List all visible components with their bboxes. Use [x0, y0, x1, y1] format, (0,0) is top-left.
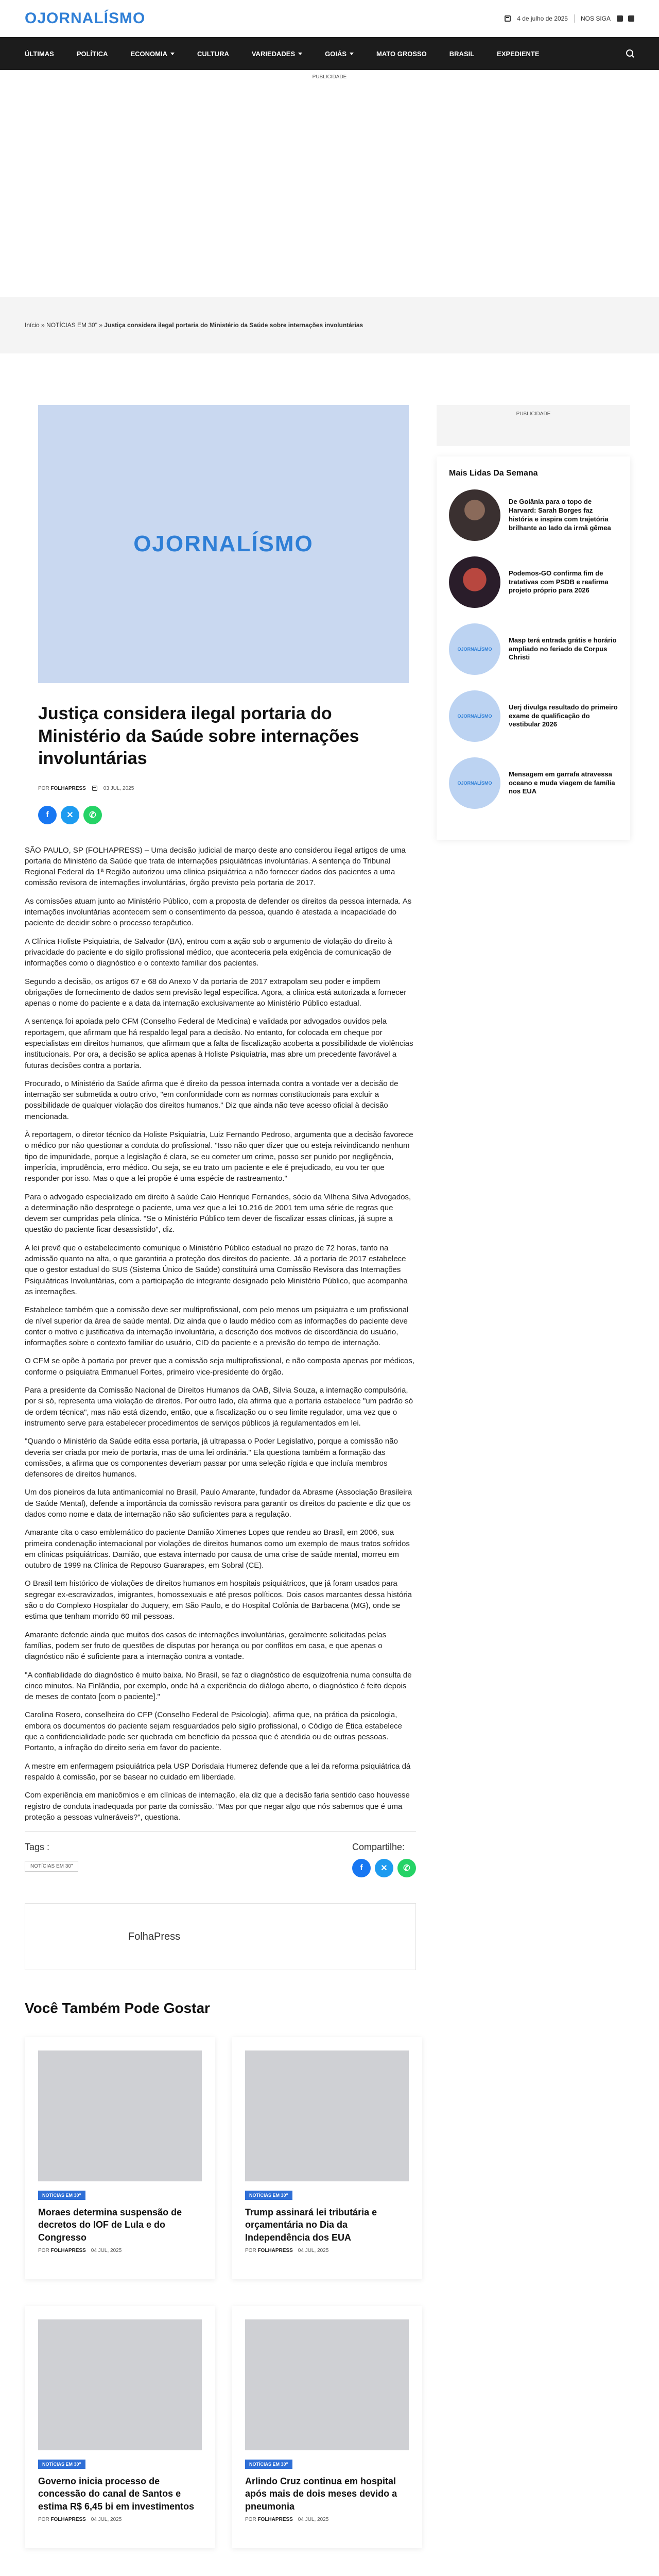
- main-content: [0, 405, 659, 2548]
- article-paragraph: Procurado, o Ministério da Saúde afirma que é direito da pessoa internada contra a vontade ver a decisão de internação ser submetida a outro crivo, "em conformidade com as normas constitucionais para excluir a possibilidade de qualquer violação dos direitos humanos." Diz que ainda não teve acesso oficial à decisão mencionada.: [25, 1079, 398, 1121]
- ad-label: PUBLICIDADE: [312, 74, 347, 80]
- whatsapp-share-button[interactable]: ✆: [83, 806, 102, 824]
- nav-item-label: GOIÁS: [325, 49, 347, 58]
- article-paragraph: Um dos pioneiros da luta antimanicomial no Brasil, Paulo Amarante, fundador da Abrasme (Associação Brasileira de Saúde Mental), defende a importância da comissão revisora para garantir os direitos do paciente e diz que os dados como nome e data de internação não são suficientes para a regulação.: [25, 1488, 412, 1519]
- nav-item-label: EXPEDIENTE: [497, 49, 540, 58]
- card-meta: [38, 2248, 202, 2253]
- article-paragraph: O Brasil tem histórico de violações de direitos humanos em hospitais psiquiátricos, que já foram usados para segregar ex-escravizados, imigrantes, homossexuais e até presos políticos. Dois casos marcantes dessa história são o do Complexo Hospitalar do Juquery, em São Paulo, e do Hospital Colônia de Barbacena (MG), onde se estima que tenham morrido 60 mil pessoas.: [25, 1579, 412, 1621]
- nav-item-label: CULTURA: [197, 49, 229, 58]
- article-paragraph: Amarante cita o caso emblemático do paciente Damião Ximenes Lopes que rendeu ao Brasil, em 2006, sua primeira condenação internacional por violações de direitos humanos como um exemplo de maus tratos sofridos em clínicas psiquiátricas. Damião, que estava internado por causa de uma crise de saúde mental, morreu em outubro de 1999 na Clínica de Repouso Guararapes, em Sobral (CE).: [25, 1528, 410, 1570]
- most-read-thumbnail[interactable]: OJORNALÍSMO: [449, 757, 500, 809]
- calendar-icon: [92, 786, 97, 791]
- whatsapp-share-button[interactable]: ✆: [397, 1859, 416, 1877]
- tags-share-row: [25, 1842, 416, 1877]
- card-image[interactable]: [38, 2319, 202, 2450]
- card-title[interactable]: Trump assinará lei tributária e orçamentária no Dia da Independência dos EUA: [245, 2207, 377, 2243]
- article-column: [25, 405, 416, 2548]
- card-author-line: [38, 2248, 86, 2253]
- card-meta: [245, 2517, 409, 2522]
- chevron-down-icon: [170, 53, 175, 55]
- related-title: Você Também Pode Gostar: [25, 2000, 210, 2016]
- card-tag[interactable]: NOTÍCIAS EM 30": [245, 2191, 292, 2200]
- nav-item[interactable]: [497, 50, 548, 58]
- nav-item[interactable]: [449, 50, 483, 58]
- card-author[interactable]: FOLHAPRESS: [257, 2517, 293, 2522]
- article-paragraph: O CFM se opõe à portaria por prever que a comissão seja multiprofissional, e não composta apenas por médicos, conforme o psiquiatra Emmanuel Fortes, primeiro vice-presidente do órgão.: [25, 1357, 415, 1377]
- nav-item[interactable]: [252, 50, 311, 58]
- instagram-icon[interactable]: [628, 15, 634, 22]
- follow-label: NOS SIGA: [580, 15, 611, 22]
- share-buttons-bottom: [352, 1859, 416, 1877]
- separator: [574, 14, 575, 23]
- main-nav: [0, 37, 659, 70]
- card-date: 04 JUL, 2025: [91, 2517, 122, 2522]
- social-icons: [617, 15, 634, 22]
- card-tag[interactable]: NOTÍCIAS EM 30": [38, 2460, 85, 2469]
- article-paragraph: Amarante defende ainda que muitos dos casos de internações involuntárias, geralmente solicitadas pelas famílias, podem ser fruto de questões de disputas por herança ou por conflitos em casa, e que apenas o diagnóstico não é suficiente para a internação contra a vontade.: [25, 1630, 387, 1662]
- top-right: [505, 14, 634, 23]
- card-date: 04 JUL, 2025: [298, 2248, 329, 2253]
- most-read-item[interactable]: [449, 690, 618, 742]
- site-logo[interactable]: OJORNALÍSMO: [25, 10, 146, 27]
- card-author-line: [38, 2517, 86, 2522]
- related-card[interactable]: [25, 2306, 215, 2548]
- most-read-title-link[interactable]: Mensagem em garrafa atravessa oceano e muda viagem de família nos EUA: [509, 770, 615, 795]
- most-read-thumbnail[interactable]: [449, 556, 500, 608]
- article-paragraph: Carolina Rosero, conselheira do CFP (Conselho Federal de Psicologia), afirma que, na prática da psicologia, embora os documentos do paciente sejam resguardados pelo sigilo profissional, o Código de Ética estabelece que a confidencialidade pode ser quebrada em benefício da pessoa que é atendida ou de outras pessoas. Portanto, a infração do direito seria em favor do paciente.: [25, 1710, 402, 1753]
- calendar-icon: [505, 15, 511, 22]
- article-paragraph: SÃO PAULO, SP (FOLHAPRESS) – Uma decisão judicial de março deste ano considerou ilegal artigos de uma portaria do Ministério da Saúde que trata de internações psiquiátricas involuntárias. A sentença do Tribunal Regional Federal da 1ª Região autorizou uma clínica psiquiátrica a não fornecer dados dos pacientes a uma comissão revisora de internações involuntárias, órgão previsto pela portaria de 2017.: [25, 845, 406, 888]
- hero-logo: OJORNALÍSMO: [133, 531, 314, 556]
- most-read-item[interactable]: [449, 556, 618, 608]
- card-author[interactable]: FOLHAPRESS: [50, 2517, 86, 2522]
- card-title[interactable]: Governo inicia processo de concessão do canal de Santos e estima R$ 6,45 bi em investimentos: [38, 2476, 195, 2512]
- most-read-title: Mais Lidas Da Semana: [449, 469, 538, 478]
- top-bar: [0, 0, 659, 37]
- article-paragraph: A Clínica Holiste Psiquiatria, de Salvador (BA), entrou com a ação sob o argumento de violação do direito à privacidade do paciente e do sigilo profissional médico, que aconteceria pela exigência de comunicação de informações como o diagnóstico e o contexto familiar dos pacientes.: [25, 937, 392, 968]
- breadcrumb-separator: »: [41, 321, 47, 329]
- search-icon[interactable]: [626, 49, 634, 58]
- card-author[interactable]: FOLHAPRESS: [257, 2248, 293, 2253]
- nav-item-label: ECONOMIA: [130, 49, 167, 58]
- tags-section: [25, 1842, 78, 1872]
- divider: [25, 1831, 416, 1832]
- author-box: [25, 1903, 416, 1970]
- card-tag[interactable]: NOTÍCIAS EM 30": [38, 2191, 85, 2200]
- nav-item-label: MATO GROSSO: [376, 49, 427, 58]
- most-read-title-link[interactable]: Uerj divulga resultado do primeiro exame de qualificação do vestibular 2026: [509, 703, 618, 728]
- card-meta: [38, 2517, 202, 2522]
- article-body: [25, 845, 416, 1823]
- facebook-share-button[interactable]: f: [38, 806, 57, 824]
- sidebar: [437, 405, 630, 2548]
- most-read-list: [449, 489, 618, 809]
- ad-banner: [0, 70, 659, 297]
- article-paragraph: As comissões atuam junto ao Ministério Público, com a proposta de defender os direitos da pessoa internada. As internações involuntárias acontecem sem o consentimento da pessoa, quando é atestada a incapacidade do paciente de decidir sobre o processo terapêutico.: [25, 896, 412, 928]
- most-read-item[interactable]: [449, 489, 618, 541]
- card-author-line: [245, 2248, 293, 2253]
- card-author[interactable]: FOLHAPRESS: [50, 2248, 86, 2253]
- article-paragraph: Estabelece também que a comissão deve ser multiprofissional, com pelo menos um psiquiatra e um profissional de nível superior da área de saúde mental. Diz ainda que o laudo médico com as informações do paciente deve conter o motivo e justificativa da internação involuntária, a descrição dos motivos de discordância do usuário, informações sobre o contexto familiar do usuário, CID do paciente e a previsão do tempo de internação.: [25, 1306, 409, 1348]
- card-title[interactable]: Moraes determina suspensão de decretos do IOF de Lula e do Congresso: [38, 2207, 182, 2243]
- card-author-line: [245, 2517, 293, 2522]
- share-section: [352, 1842, 416, 1877]
- most-read-thumbnail[interactable]: OJORNALÍSMO: [449, 623, 500, 675]
- author-prefix: POR: [38, 2248, 49, 2253]
- x-share-button[interactable]: ✕: [375, 1859, 393, 1877]
- article-paragraph: Segundo a decisão, os artigos 67 e 68 do Anexo V da portaria de 2017 extrapolam seu poder e impõem obrigações de fornecimento de dados sem previsão legal específica. Agora, a clínica está autorizada a fornecer apenas o nome do paciente e a data da internação exclusivamente ao Ministério Público estadual.: [25, 977, 407, 1008]
- related-card[interactable]: [232, 2306, 422, 2548]
- article-paragraph: À reportagem, o diretor técnico da Holiste Psiquiatria, Luiz Fernando Pedroso, argumenta que a decisão favorece o médico por não questionar a conduta do profissional. "Isso não quer dizer que ou esteja reivindicando nenhum tipo de impunidade, porque a legislação é clara, se eu cometer um crime, posso ser punido por negligência, imperícia, imprudência, erro médico. Ou seja, se eu trato um paciente e ele é prejudicado, eu vou ter que responder por isso. Mas o que a lei propõe é uma espécie de rastreamento.": [25, 1130, 413, 1183]
- facebook-share-button[interactable]: f: [352, 1859, 371, 1877]
- author-prefix: POR: [38, 785, 49, 791]
- author-prefix: POR: [245, 2248, 256, 2253]
- article-date: 03 JUL, 2025: [103, 785, 134, 791]
- tag-link[interactable]: NOTÍCIAS EM 30": [25, 1861, 78, 1872]
- card-date: 04 JUL, 2025: [91, 2248, 122, 2253]
- nav-item-label: BRASIL: [449, 49, 475, 58]
- most-read-title-link[interactable]: De Goiânia para o topo de Harvard: Sarah Borges faz história e inspira com trajetória brilhante ao lado da irmã gêmea: [509, 498, 611, 532]
- nav-item-label: VARIEDADES: [251, 49, 296, 58]
- nav-item[interactable]: [130, 50, 184, 58]
- nav-list: [25, 50, 562, 58]
- article-paragraph: "A confiabilidade do diagnóstico é muito baixa. No Brasil, se faz o diagnóstico de esquizofrenia numa consulta de cinco minutos. Na Finlândia, por exemplo, onde há a experiência do diálogo aberto, o diagnóstico é feito depois de meses de contato [com o paciente].": [25, 1670, 412, 1702]
- related-card[interactable]: [25, 2037, 215, 2279]
- tags-title: Tags :: [25, 1842, 50, 1853]
- breadcrumb-separator: »: [99, 321, 105, 329]
- share-title: Compartilhe:: [352, 1842, 405, 1853]
- author-prefix: POR: [245, 2517, 256, 2522]
- sidebar-ad: [437, 405, 630, 446]
- card-title[interactable]: Arlindo Cruz continua em hospital após mais de dois meses devido a pneumonia: [245, 2476, 397, 2512]
- hero-image: [38, 405, 409, 683]
- share-buttons-top: [38, 806, 416, 824]
- article-paragraph: Para a presidente da Comissão Nacional de Direitos Humanos da OAB, Silvia Souza, a internação compulsória, por si só, representa uma violação de direitos. Por outro lado, ela afirma que a portaria estabelece "um padrão só de ordem técnica", mas não está dizendo, então, que a fiscalização ou o seu limite regulador, uma vez que o instrumento serve para estabelecer procedimentos de serviços públicos já regulamentados em lei.: [25, 1386, 413, 1428]
- card-image[interactable]: [245, 2319, 409, 2450]
- article-paragraph: "Quando o Ministério da Saúde edita essa portaria, já ultrapassa o Poder Legislativo, porque a comissão não deveria ser criada por meio de portaria, mas de uma lei ordinária." Ela questiona também a formação das comissões, a afirma que os componentes deveriam passar por uma seleção rígida e que incluía membros defensores de direitos humanos.: [25, 1437, 398, 1479]
- card-image[interactable]: [38, 2050, 202, 2181]
- current-date: 4 de julho de 2025: [517, 15, 568, 22]
- article-paragraph: A mestre em enfermagem psiquiátrica pela USP Dorisdaia Humerez defende que a lei da reforma psiquiátrica dá respaldo à comissão, por se basear no cuidado em liberdade.: [25, 1761, 411, 1782]
- nav-item[interactable]: [325, 50, 363, 58]
- article-paragraph: Com experiência em manicômios e em clínicas de internação, ela diz que a decisão faria sentido caso houvesse registro de conduta inadequada por parte da comissão. "Mas por que negar algo que nós sabemos que é uma proteção a pessoas vulneráveis?", questiona.: [25, 1791, 410, 1822]
- nav-item[interactable]: [197, 50, 238, 58]
- author-box-name[interactable]: FolhaPress: [128, 1930, 181, 1942]
- article-meta: [38, 786, 416, 791]
- most-read-box: [437, 456, 630, 840]
- nav-item[interactable]: [376, 50, 436, 58]
- nav-item[interactable]: [77, 50, 117, 58]
- sidebar-ad-label: PUBLICIDADE: [516, 411, 551, 417]
- facebook-icon[interactable]: [617, 15, 623, 22]
- breadcrumb-bar: [0, 297, 659, 353]
- card-meta: [245, 2248, 409, 2253]
- chevron-down-icon: [350, 53, 354, 55]
- nav-item[interactable]: [25, 50, 63, 58]
- card-tag[interactable]: NOTÍCIAS EM 30": [245, 2460, 292, 2469]
- author-prefix: POR: [38, 2517, 49, 2522]
- most-read-thumbnail[interactable]: OJORNALÍSMO: [449, 690, 500, 742]
- most-read-title-link[interactable]: Masp terá entrada grátis e horário ampliado no feriado de Corpus Christi: [509, 636, 617, 662]
- most-read-item[interactable]: [449, 757, 618, 809]
- related-cards: [25, 2037, 416, 2548]
- nav-item-label: POLÍTICA: [76, 49, 108, 58]
- breadcrumb: [25, 321, 363, 329]
- related-card[interactable]: [232, 2037, 422, 2279]
- article-paragraph: Para o advogado especializado em direito à saúde Caio Henrique Fernandes, sócio da Vilhena Silva Advogados, a determinação não desprotege o paciente, uma vez que a lei 10.216 de 2001 tem uma série de regras que devem ser cumpridas pela clínica. "Se o Ministério Público tem dever de fiscalizar essas clínicas, já supre a questão do paciente ficar desassistido", diz.: [25, 1192, 411, 1234]
- most-read-item[interactable]: [449, 623, 618, 675]
- breadcrumb-category[interactable]: NOTÍCIAS EM 30": [46, 321, 97, 329]
- article-paragraph: A sentença foi apoiada pelo CFM (Conselho Federal de Medicina) e validada por advogados ouvidos pela reportagem, que afirmam que há respaldo legal para a decisão. No entanto, for colocada em cheque por especialistas em direitos humanos, que afirmam que a falta de fiscalização acoberta a possibilidade de violências institucionais. Por ora, a decisão se aplica apenas à Holiste Psiquiatria, mas abre um precedente favorável a futuras decisões contra a portaria.: [25, 1017, 413, 1070]
- article-title: Justiça considera ilegal portaria do Ministério da Saúde sobre internações involuntárias: [38, 704, 359, 769]
- x-share-button[interactable]: ✕: [61, 806, 79, 824]
- article-paragraph: A lei prevê que o estabelecimento comunique o Ministério Público estadual no prazo de 72 horas, tanto na admissão quanto na alta, o que garantiria a proteção dos direitos do paciente. Já a portaria de 2017 estabelece que o gestor estadual do SUS (Sistema Único de Saúde) constituirá uma Comissão Revisora das Internações Psiquiátricas Involuntárias, com a participação de integrante designado pelo Ministério Público, que acompanha as internações.: [25, 1243, 408, 1296]
- card-date: 04 JUL, 2025: [298, 2517, 329, 2522]
- breadcrumb-home[interactable]: Início: [25, 321, 40, 329]
- nav-item-label: ÚLTIMAS: [25, 49, 54, 58]
- breadcrumb-current: Justiça considera ilegal portaria do Ministério da Saúde sobre internações involuntárias: [104, 321, 363, 329]
- author-line: [38, 786, 86, 791]
- most-read-thumbnail[interactable]: [449, 489, 500, 541]
- card-image[interactable]: [245, 2050, 409, 2181]
- author-name[interactable]: FOLHAPRESS: [50, 785, 86, 791]
- chevron-down-icon: [298, 53, 302, 55]
- most-read-title-link[interactable]: Podemos-GO confirma fim de tratativas com PSDB e reafirma projeto próprio para 2026: [509, 569, 609, 595]
